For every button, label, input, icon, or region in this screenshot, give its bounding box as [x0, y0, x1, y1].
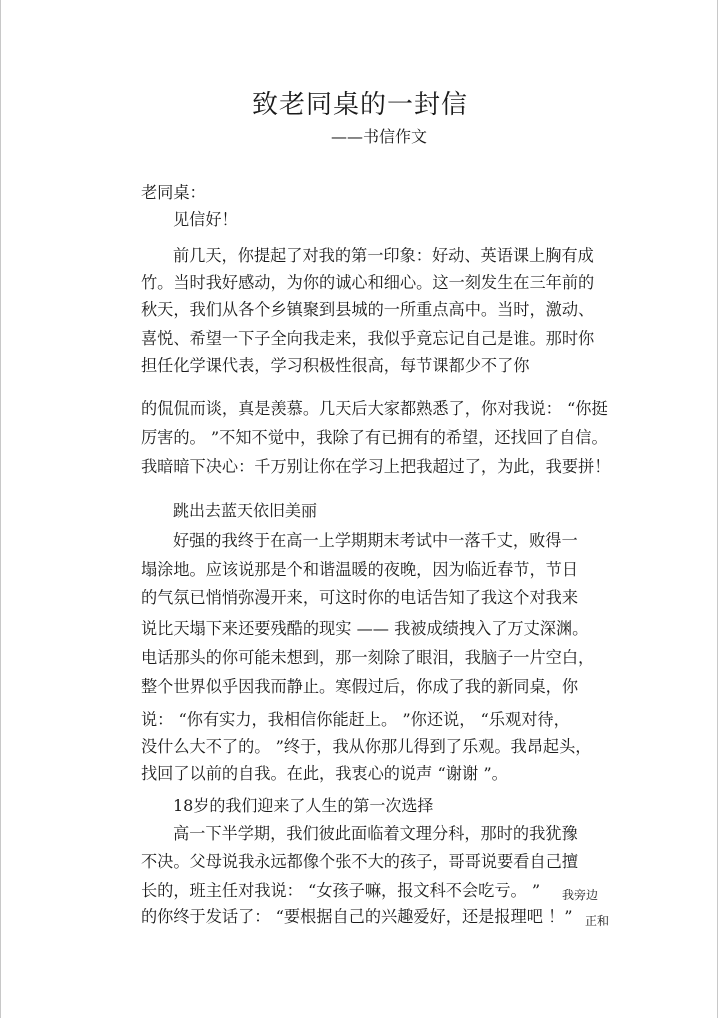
page-border-left: [0, 0, 1, 1018]
paragraph-line: 竹。当时我好感动，为你的诚心和细心。这一刻发生在三年前的: [141, 273, 595, 292]
paragraph-line-tail: 我旁边: [562, 888, 599, 902]
paragraph-line: 的侃侃而谈，真是羡慕。几天后大家都熟悉了，你对我说： “你挺: [141, 399, 608, 418]
paragraph-line: 长的，班主任对我说： “女孩子嘛，报文科不会吃亏。 ”: [141, 881, 541, 900]
paragraph-line: 不决。父母说我永远都像个张不大的孩子，哥哥说要看自己擅: [141, 852, 579, 871]
document-subtitle: ——书信作文: [330, 127, 427, 146]
paragraph-line: 没什么大不了的。 ”终于，我从你那儿得到了乐观。我昂起头，: [141, 737, 592, 756]
paragraph-line: 塌涂地。应该说那是个和谐温暖的夜晚，因为临近春节，节日: [141, 560, 579, 579]
section-heading: 跳出去蓝天依旧美丽: [173, 501, 318, 520]
paragraph-line: 整个世界似乎因我而静止。寒假过后，你成了我的新同桌，你: [141, 677, 579, 696]
paragraph-line: 我暗暗下决心：千万别让你在学习上把我超过了，为此，我要拼！: [141, 457, 611, 476]
section-heading: 18岁的我们迎来了人生的第一次选择: [173, 796, 434, 815]
document-title: 致老同桌的一封信: [251, 90, 468, 120]
paragraph-line: 秋天，我们从各个乡镇聚到县城的一所重点高中。当时，激动、: [141, 300, 595, 319]
paragraph-line: 前几天，你提起了对我的第一印象：好动、英语课上胸有成: [173, 246, 594, 265]
salutation: 老同桌：: [141, 183, 206, 202]
paragraph-line: 说比天塌下来还要残酷的现实 —— 我被成绩拽入了万丈深渊。: [141, 619, 589, 638]
paragraph-line: 说： “你有实力，我相信你能赶上。 ”你还说， “乐观对待，: [141, 710, 570, 729]
paragraph-line: 好强的我终于在高一上学期期末考试中一落千丈，败得一: [173, 531, 578, 550]
page-border-right: [717, 0, 718, 1018]
paragraph-line-tail: 正和: [585, 914, 610, 928]
greeting: 见信好！: [173, 210, 238, 229]
paragraph-line: 的你终于发话了： “要根据自己的兴趣爱好，还是报理吧 ！”: [141, 907, 573, 926]
paragraph-line: 高一下半学期，我们彼此面临着文理分科，那时的我犹豫: [173, 824, 578, 843]
paragraph-line: 担任化学课代表，学习积极性很高，每节课都少不了你: [141, 356, 530, 375]
paragraph-line: 厉害的。 ”不知不觉中，我除了有已拥有的希望，还找回了自信。: [141, 428, 608, 447]
paragraph-line: 喜悦、希望一下子全向我走来，我似乎竟忘记自己是谁。那时你: [141, 329, 595, 348]
paragraph-line: 找回了以前的自我。在此，我衷心的说声 “谢谢 ”。: [141, 764, 508, 783]
paragraph-line: 电话那头的你可能未想到，那一刻除了眼泪，我脑子一片空白，: [141, 648, 595, 667]
paragraph-line: 的气氛已悄悄弥漫开来，可这时你的电话告知了我这个对我来: [141, 588, 579, 607]
